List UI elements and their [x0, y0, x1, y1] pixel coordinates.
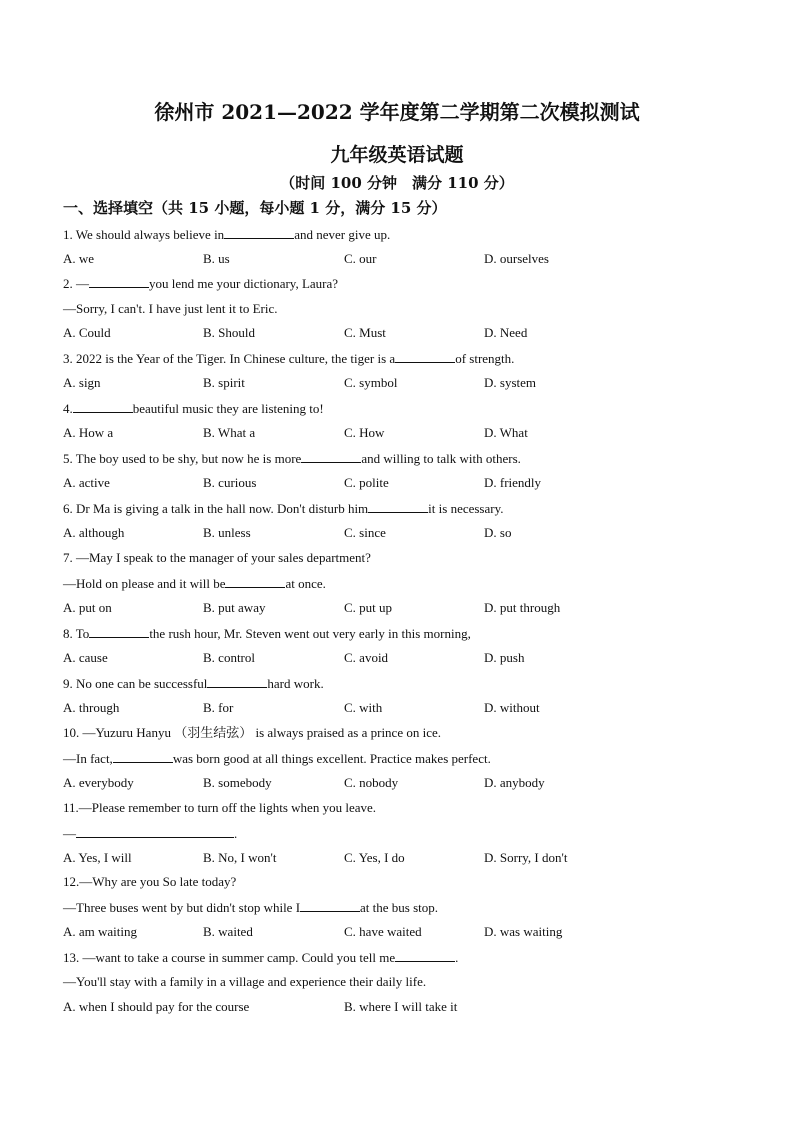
option-c: C. our — [344, 251, 377, 266]
exam-subtitle: 九年级英语试题 — [330, 144, 464, 166]
option-b: B. What a — [203, 425, 256, 440]
answer-blank — [76, 825, 234, 838]
answer-blank — [225, 575, 285, 588]
answer-blank — [301, 450, 361, 463]
question-line: — . — [63, 826, 238, 841]
answer-blank — [395, 350, 455, 363]
option-d: D. Need — [484, 325, 528, 340]
option-b: B. us — [203, 251, 230, 266]
option-a: A. we — [63, 251, 95, 266]
answer-blank — [89, 275, 149, 288]
option-b: B. No, I won't — [203, 850, 277, 865]
option-b: B. Should — [203, 325, 256, 340]
option-a: A. although — [63, 525, 125, 540]
exam-info: （时间 100 分钟 满分 110 分） — [280, 174, 514, 192]
option-d: D. system — [484, 375, 536, 390]
option-c: C. put up — [344, 600, 393, 615]
question-line: —Hold on please and it will be at once. — [63, 576, 326, 591]
option-d: D. Sorry, I don't — [484, 850, 568, 865]
question-line: 9. No one can be successful hard work. — [63, 676, 324, 691]
question-line: —In fact, was born good at all things excellent. Practice makes perfect. — [63, 751, 491, 766]
option-b: B. somebody — [203, 775, 272, 790]
option-d: D. ourselves — [484, 251, 549, 266]
option-a: A. How a — [63, 425, 114, 440]
option-c: C. since — [344, 525, 386, 540]
option-a: A. am waiting — [63, 924, 138, 939]
answer-blank — [73, 400, 133, 413]
question-line: 8. To the rush hour, Mr. Steven went out very early in this morning, — [63, 626, 471, 641]
answer-blank — [368, 500, 428, 513]
option-c: C. have waited — [344, 924, 422, 939]
option-c: C. Yes, I do — [344, 850, 405, 865]
question-line: 13. —want to take a course in summer camp. Could you tell me . — [63, 950, 459, 965]
question-line: 12.—Why are you So late today? — [63, 874, 237, 889]
option-b: B. waited — [203, 924, 253, 939]
question-line: 2. — you lend me your dictionary, Laura? — [63, 276, 339, 291]
option-a: A. Yes, I will — [63, 850, 132, 865]
answer-blank — [113, 750, 173, 763]
option-c: C. symbol — [344, 375, 398, 390]
question-line: —You'll stay with a family in a village and experience their daily life. — [63, 974, 427, 989]
option-b: B. curious — [203, 475, 257, 490]
option-a: A. active — [63, 475, 110, 490]
option-b: B. control — [203, 650, 255, 665]
question-line: 1. We should always believe in and never give up. — [63, 227, 391, 242]
option-d: D. push — [484, 650, 525, 665]
option-c: C. nobody — [344, 775, 399, 790]
answer-blank — [224, 226, 294, 239]
question-line: —Sorry, I can't. I have just lent it to Eric. — [63, 301, 278, 316]
option-b: B. spirit — [203, 375, 245, 390]
option-d: D. anybody — [484, 775, 545, 790]
option-a: A. when I should pay for the course — [63, 999, 250, 1014]
option-c: C. with — [344, 700, 383, 715]
option-c: C. polite — [344, 475, 389, 490]
option-d: D. What — [484, 425, 528, 440]
question-line: 7. —May I speak to the manager of your sales department? — [63, 550, 371, 565]
option-a: A. everybody — [63, 775, 134, 790]
answer-blank — [395, 949, 455, 962]
question-line: —Three buses went by but didn't stop while I at the bus stop. — [63, 900, 439, 915]
answer-blank — [207, 675, 267, 688]
section-heading: 一、选择填空（共 15 小题，每小题 1 分，满分 15 分） — [63, 199, 447, 217]
option-d: D. so — [484, 525, 512, 540]
question-line: 5. The boy used to be shy, but now he is more and willing to talk with others. — [63, 451, 521, 466]
option-c: C. How — [344, 425, 385, 440]
answer-blank — [300, 899, 360, 912]
option-d: D. was waiting — [484, 924, 563, 939]
question-line: 3. 2022 is the Year of the Tiger. In Chinese culture, the tiger is a of strength. — [63, 351, 515, 366]
option-a: A. put on — [63, 600, 112, 615]
option-b: B. where I will take it — [344, 999, 458, 1014]
option-d: D. without — [484, 700, 540, 715]
exam-title: 徐州市 2021—2022 学年度第二学期第二次模拟测试 — [154, 100, 640, 124]
question-line: 6. Dr Ma is giving a talk in the hall now. Don't disturb him it is necessary. — [63, 501, 504, 516]
question-line: 10. —Yuzuru Hanyu （羽生结弦） is always praised as a prince on ice. — [63, 725, 441, 740]
option-c: C. avoid — [344, 650, 389, 665]
option-c: C. Must — [344, 325, 386, 340]
answer-blank — [89, 625, 149, 638]
option-a: A. Could — [63, 325, 111, 340]
option-d: D. friendly — [484, 475, 542, 490]
option-a: A. cause — [63, 650, 108, 665]
option-d: D. put through — [484, 600, 561, 615]
option-b: B. put away — [203, 600, 266, 615]
option-a: A. sign — [63, 375, 101, 390]
option-b: B. unless — [203, 525, 251, 540]
question-line: 11.—Please remember to turn off the lights when you leave. — [63, 800, 377, 815]
question-line: 4. beautiful music they are listening to! — [63, 401, 324, 416]
option-b: B. for — [203, 700, 234, 715]
option-a: A. through — [63, 700, 120, 715]
